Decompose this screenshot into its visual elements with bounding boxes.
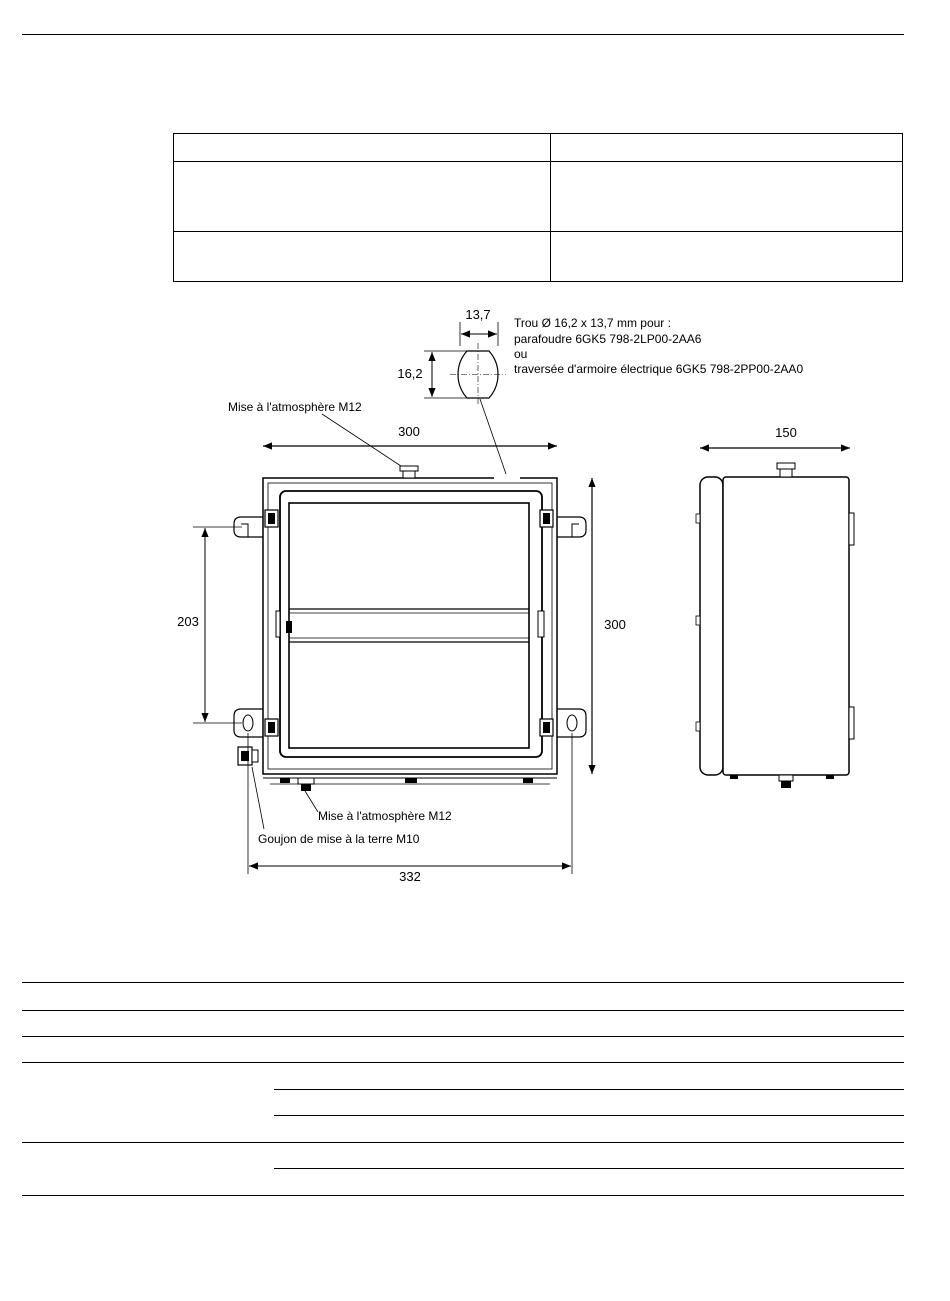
dim-height-label: 300 bbox=[604, 617, 626, 632]
table-rule bbox=[22, 1142, 904, 1143]
table-rule bbox=[274, 1115, 904, 1116]
table-rule bbox=[22, 1010, 904, 1011]
ground-label: Goujon de mise à la terre M10 bbox=[258, 832, 420, 846]
door-window bbox=[289, 503, 529, 748]
side-bottom-vent bbox=[779, 775, 793, 788]
hole-detail bbox=[397, 307, 803, 474]
table-rule bbox=[22, 1195, 904, 1196]
door-clamp bbox=[265, 719, 278, 736]
side-top-vent bbox=[777, 463, 795, 477]
table-rule bbox=[274, 1089, 904, 1090]
hole-height-label: 16,2 bbox=[397, 366, 423, 381]
bottom-bolts bbox=[280, 778, 533, 783]
bottom-vent-label: Mise à l'atmosphère M12 bbox=[318, 809, 452, 823]
hole-width-label: 13,7 bbox=[465, 307, 491, 322]
door-latch bbox=[538, 611, 544, 637]
dim-mount-vertical-label: 203 bbox=[177, 614, 199, 629]
front-view bbox=[177, 400, 626, 884]
door-clamp bbox=[540, 719, 553, 736]
side-view bbox=[696, 425, 854, 788]
table-rule bbox=[22, 982, 904, 983]
table-rule bbox=[22, 1036, 904, 1037]
hole-note-line: parafoudre 6GK5 798-2LP00-2AA6 bbox=[514, 332, 702, 346]
door-clamp bbox=[540, 510, 553, 527]
door-clamp bbox=[265, 510, 278, 527]
dim-depth-label: 150 bbox=[775, 425, 797, 440]
hole-leader bbox=[480, 399, 506, 474]
top-vent-label: Mise à l'atmosphère M12 bbox=[228, 400, 362, 414]
bottom-vent bbox=[298, 778, 314, 791]
dim-width-label: 300 bbox=[398, 424, 420, 439]
door-hinge-left bbox=[286, 621, 292, 633]
table-rule bbox=[22, 1062, 904, 1063]
side-door bbox=[700, 477, 723, 775]
hole-note-line: Trou Ø 16,2 x 13,7 mm pour : bbox=[514, 316, 671, 330]
dim-mount-horizontal-label: 332 bbox=[399, 869, 421, 884]
hole-note-line: ou bbox=[514, 347, 528, 361]
table-rule bbox=[274, 1168, 904, 1169]
side-body bbox=[723, 477, 849, 775]
top-vent bbox=[400, 466, 418, 478]
hole-note-line: traversée d'armoire électrique 6GK5 798-2PP00-2AA0 bbox=[514, 362, 804, 376]
